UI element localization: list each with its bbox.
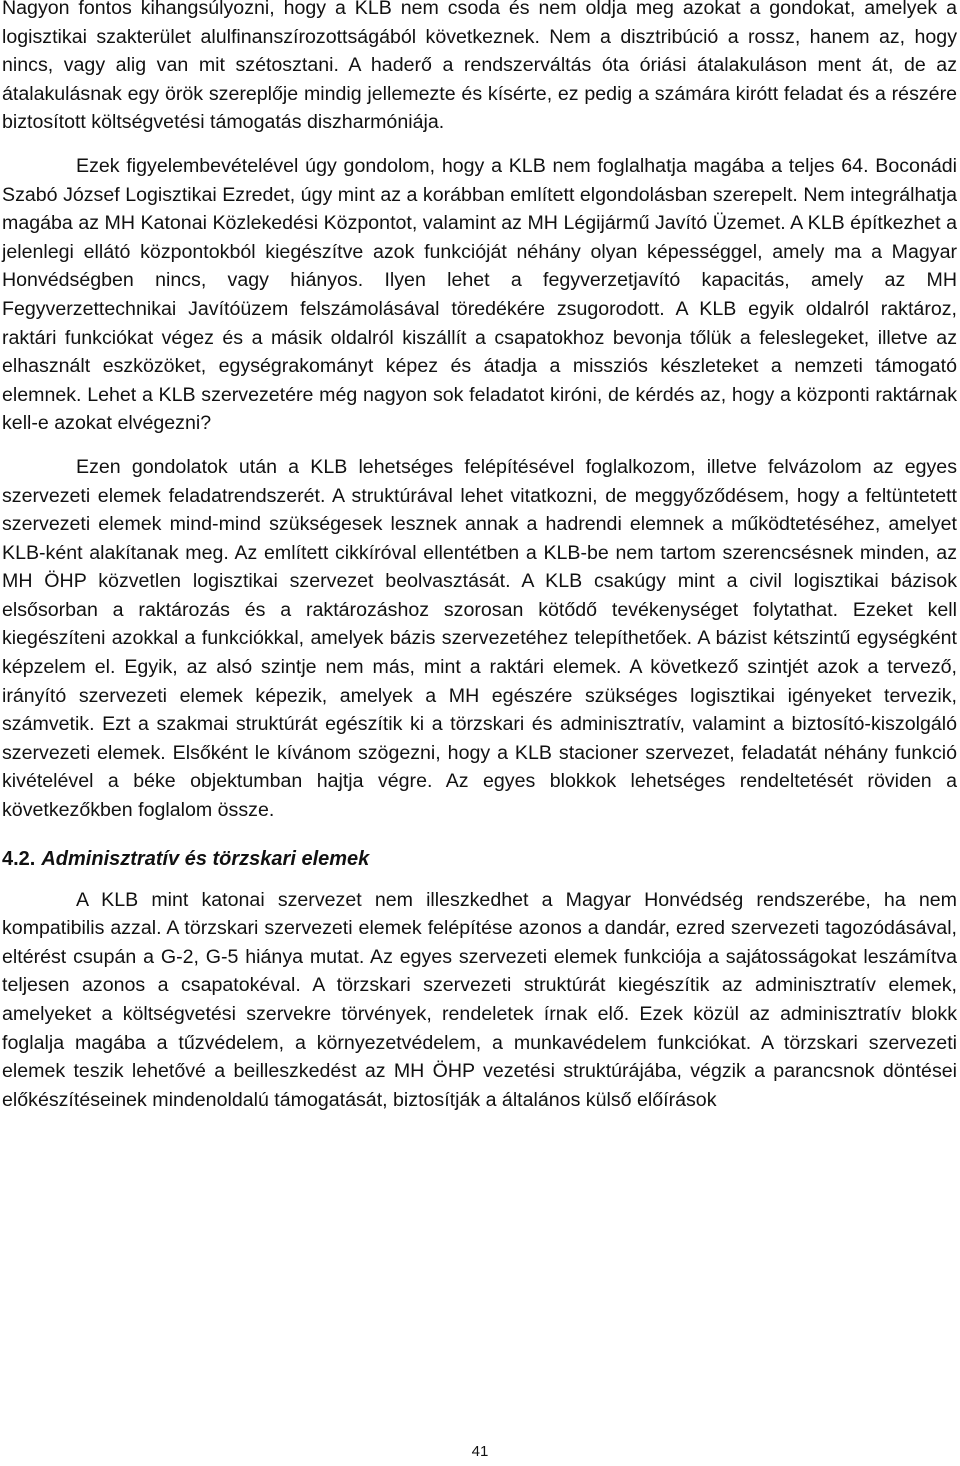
body-paragraph-4: A KLB mint katonai szervezet nem illeszkedhet a Magyar Honvédség rendszerébe, ha nem kompatibilis azzal. A törzskari szervezeti elemek felépítése azonos a dandár, ezred szervezeti tagozódásával, eltérést csupán a G-2, G-5 hiánya mutat. Az egyes szervezeti elemek funkciója a sajátosságokat leszámítva teljesen azonos a csapatokéval. A törzskari szervezeti struktúrát kiegészítik az adminisztratív elemek, amelyeket a költségvetési szervekre törvények, rendeletek írnak elő. Ezek közül az adminisztratív blokk foglalja magába a tűzvédelem, a környezetvédelem, a munkavédelem funkciókat. A törzskari szervezeti elemek teszik lehetővé a beilleszkedést az MH ÖHP vezetési struktúrájába, végzik a parancsnok döntései előkészítéseinek mindenoldalú támogatását, biztosítják a általános külső előírások <box>2 888 957 1111</box>
section-title: Adminisztratív és törzskari elemek <box>41 847 370 870</box>
body-paragraph-2: Ezek figyelembevételével úgy gondolom, hogy a KLB nem foglalhatja magába a teljes 64. Boconádi Szabó József Logisztikai Ezredet, úgy mint az a korábban említett elgondolásban szerepelt. Nem integrálhatja magába az MH Katonai Közlekedési Központot, valamint az MH Légijármű Javító Üzemet. A KLB építkezhet a jelenlegi ellátó központokból kiegészítve azok funkcióját néhány olyan képességgel, amely ma a Magyar Honvédségben nincs, vagy hiányos. Ilyen lehet a fegyverzetjavító kapacitás, amely az MH Fegyverzettechnikai Javítóüzem felszámolásával töredékére zsugorodott. A KLB egyik oldalról raktároz, raktári funkciókat végez és a másik oldalról kiszállít a csapatokhoz bevonja tőlük a feleslegeket, illetve az elhasznált eszközöket, egységrakományt képez és átadja a missziós készleteket a nemzeti támogató elemnek. Lehet a KLB szervezetére még nagyon sok feladatot kiróni, de kérdés az, hogy a központi raktárnak kell-e azokat elvégezni? <box>2 154 957 435</box>
page-number: 41 <box>471 1443 489 1460</box>
section-number: 4.2. <box>2 847 36 870</box>
section-heading <box>2 845 957 873</box>
body-paragraph-3: Ezen gondolatok után a KLB lehetséges felépítésével foglalkozom, illetve felvázolom az egyes szervezeti elemek feladatrendszerét. A struktúrával lehet vitatkozni, de meggyőződésem, hogy a feltüntetett szervezeti elemek mind-mind szükségesek lesznek annak a hadrendi elemnek a működtetéséhez, amelyet KLB-ként alakítanak meg. Az említett cikkíróval ellentétben a KLB-be nem tartom szerencsésnek minden, az MH ÖHP közvetlen logisztikai szervezet beolvasztását. A KLB csakúgy mint a civil logisztikai bázisok elsősorban a raktározás és a raktározáshoz szorosan kötődő tevékenységet folytathat. Ezeket kell kiegészíteni azokkal a funkciókkal, amelyek bázis szervezetéhez telepíthetőek. A bázist kétszintű egységként képzelem el. Egyik, az alsó szintje nem más, mint a raktári elemek. A következő szintjét azok a tervező, irányító szervezeti elemek képezik, amelyek a MH egészére szükséges logisztikai igényeket tervezik, számvetik. Ezt a szakmai struktúrát egészítik ki a törzskari és adminisztratív, valamint a biztosító-kiszolgáló szervezeti elemek. Elsőként le kívánom szögezni, hogy a KLB stacioner szervezet, feladatát néhány funkció kivételével a béke objektumban hajtja végre. Az egyes blokkok lehetséges rendeltetését röviden a következőkben foglalom össze. <box>2 455 957 822</box>
body-paragraph-1: Nagyon fontos kihangsúlyozni, hogy a KLB nem csoda és nem oldja meg azokat a gondokat, amelyek a logisztikai szakterület alulfinanszírozottságából következnek. Nem a disztribúció a rossz, hanem az, hogy nincs, vagy alig van mit szétosztani. A haderő a rendszerváltás óta óriási átalakuláson ment át, de az átalakulásnak egy örök szereplője mindig jellemezte és kísérte, ez pedig a számára kirótt feladat és a részére biztosított költségvetési támogatás diszharmóniája. <box>2 0 957 134</box>
